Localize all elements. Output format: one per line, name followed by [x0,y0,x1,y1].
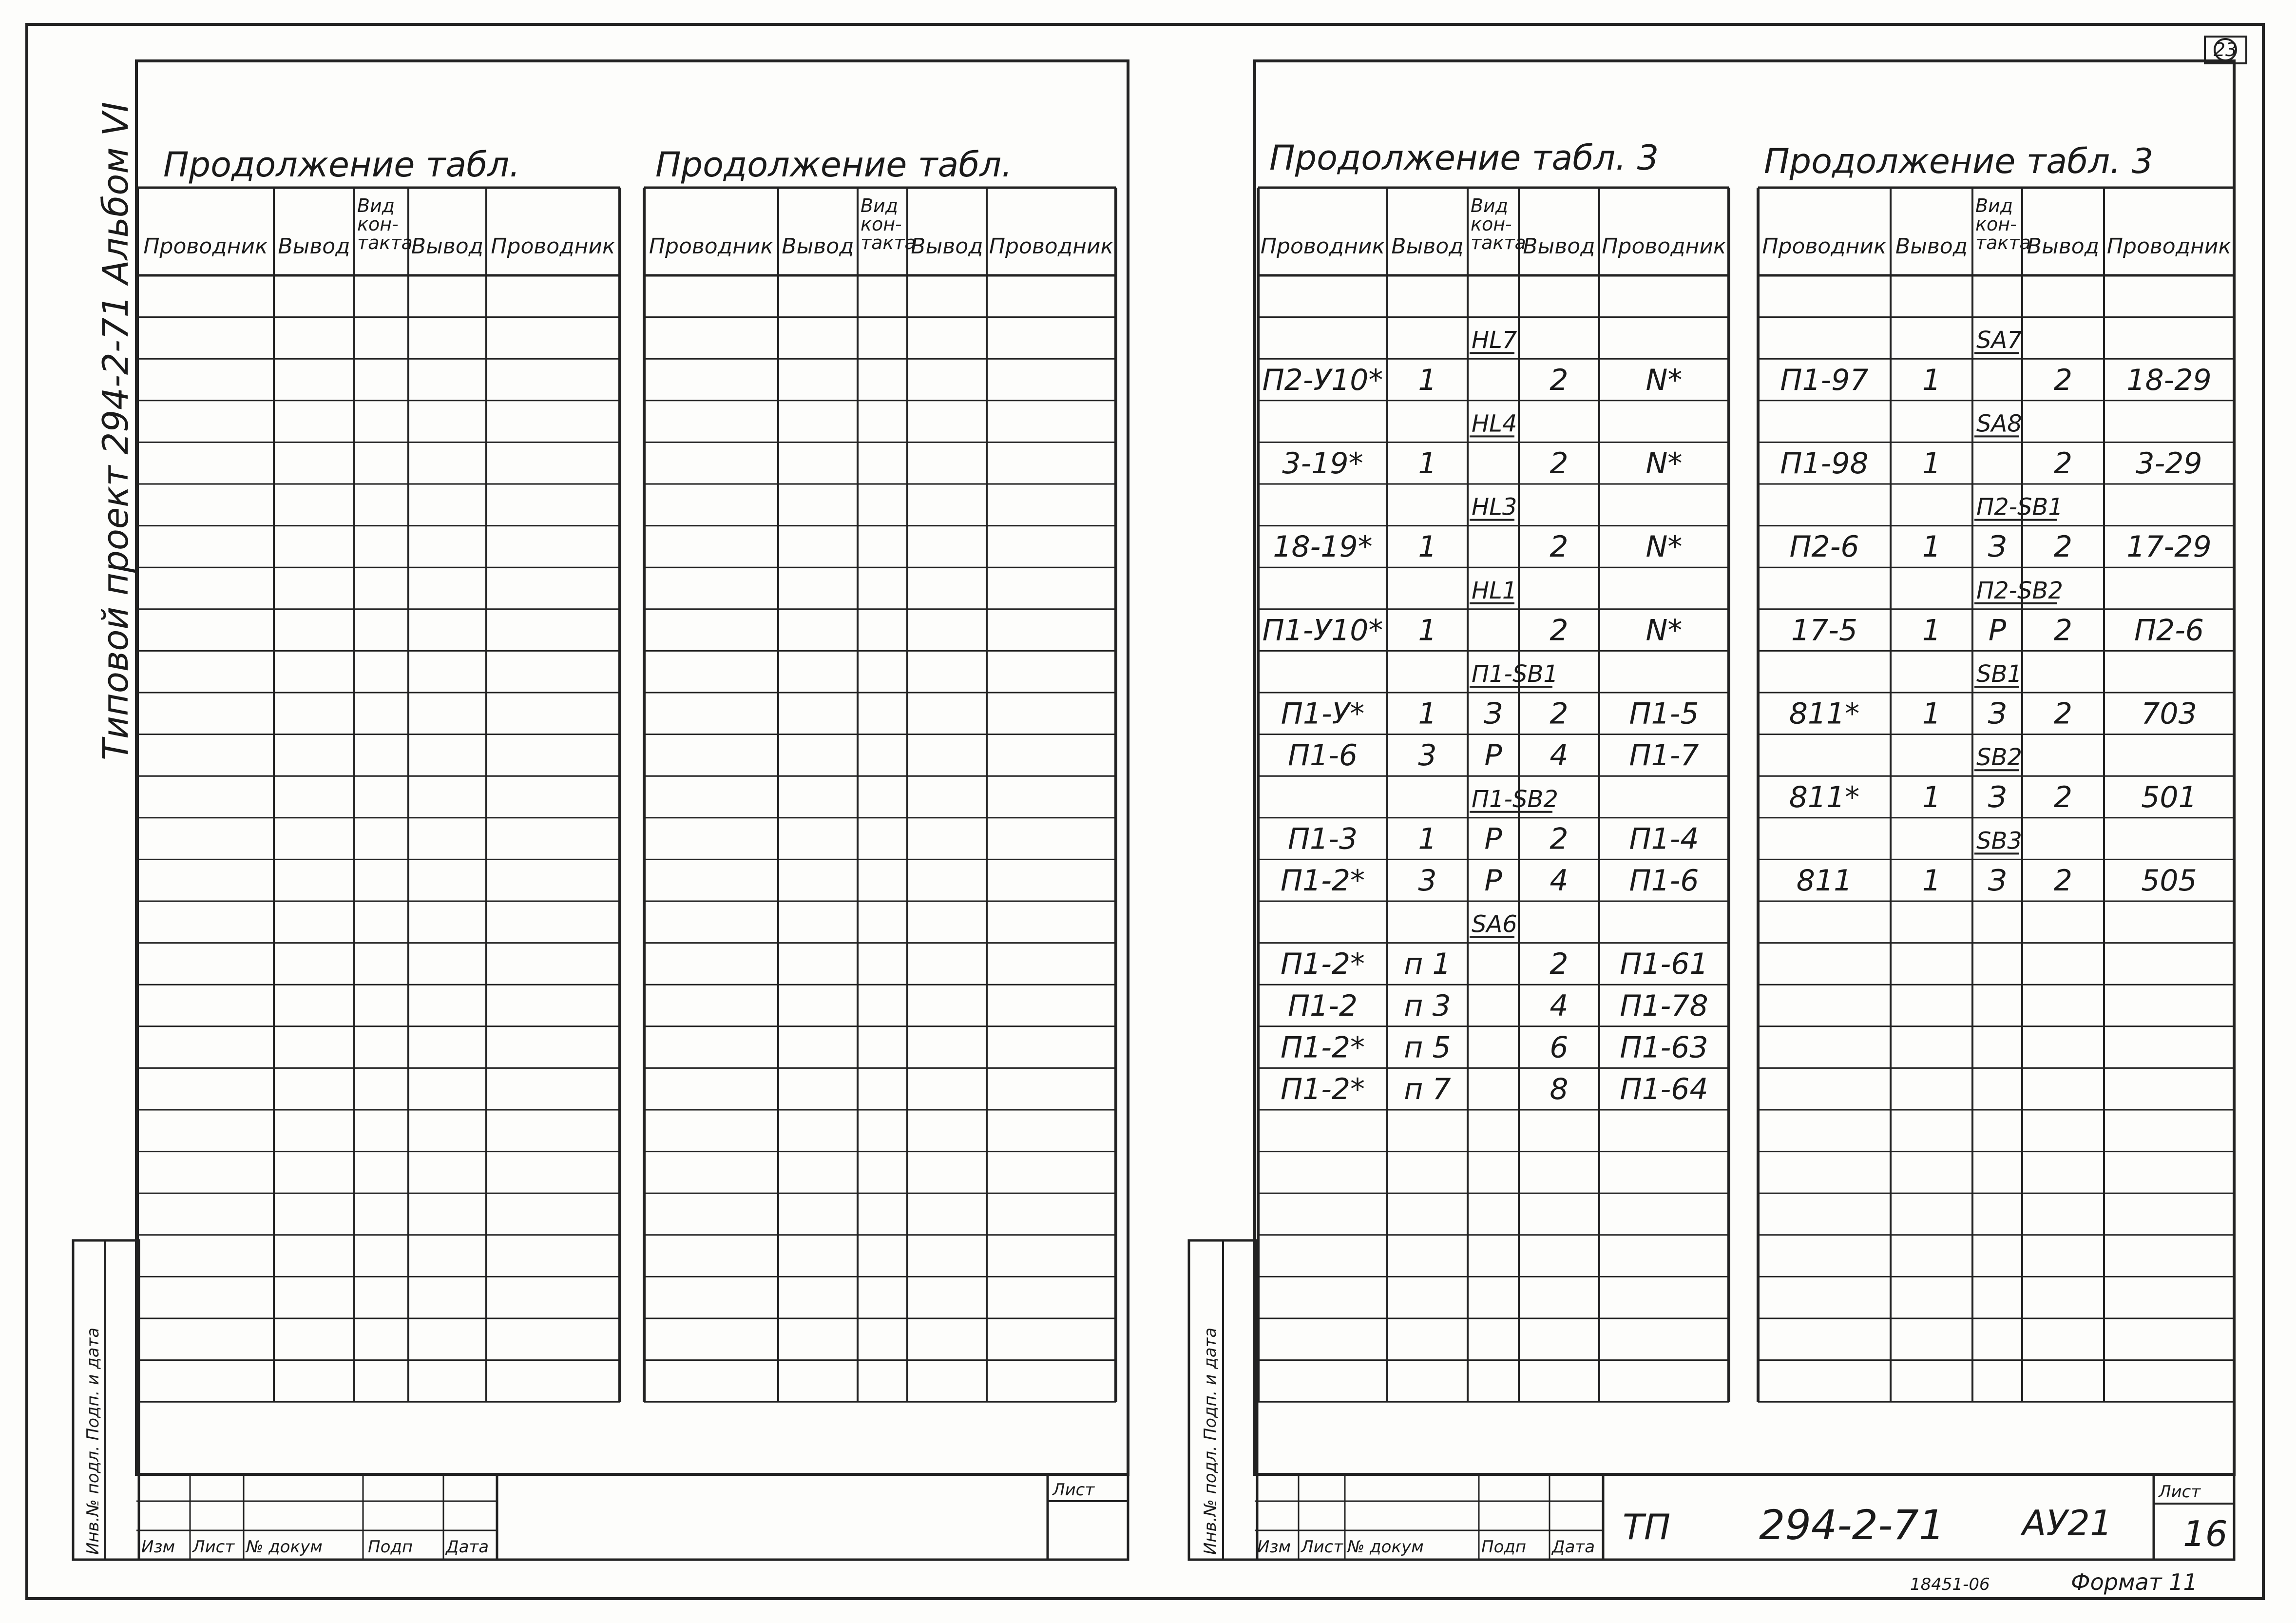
table-cell: 2 [2053,446,2073,481]
table-cell: 811* [1789,780,1860,814]
table-cell: П1-2* [1280,864,1365,898]
table-cell: 1 [1922,864,1941,898]
table-cell: 2 [2053,530,2073,564]
right-stamp-data: Дата [1552,1537,1595,1557]
table-header-contact-type: кон- [1975,213,2017,235]
table-header-conductor: Проводник [1762,234,1887,259]
table-header-output: Вывод [1523,234,1595,259]
table-cell: П1-2* [1280,947,1365,982]
table-cell: П1-У* [1281,696,1365,731]
table-cell: 3-19* [1282,446,1363,481]
table-cell: 2 [2053,696,2073,731]
table-cell: Р [1484,822,1502,856]
right-stamp-dokum: № докум [1347,1537,1424,1557]
table-cell: 2 [2053,780,2073,814]
table-header-conductor: Проводник [491,234,615,259]
table-header-output: Вывод [411,234,484,259]
right-stamp-list: Лист [1301,1537,1343,1557]
table-cell: 1 [1418,446,1437,481]
table-cell: N* [1645,363,1683,397]
device-label: HL1 [1472,577,1517,604]
table-header-output: Вывод [1391,234,1464,259]
table-cell: 811* [1789,696,1860,731]
table-header-output: Вывод [1895,234,1968,259]
table-cell: 2 [1550,363,1569,397]
table-cell: Р [1988,613,2007,648]
left-title-1: Продолжение табл. [163,145,520,185]
tables-layer [137,188,2234,1402]
right-title-1: Продолжение табл. 3 [1269,138,1659,178]
table-header-contact-type: такта [357,232,413,253]
table-cell: 4 [1550,864,1569,898]
table-cell: 3-29 [2136,446,2202,481]
table-cell: П1-2* [1280,1030,1365,1065]
table-header-contact-type: такта [861,232,916,253]
table-header-contact-type: Вид [1471,195,1509,216]
format-label: Формат 11 [2071,1569,2198,1595]
table-cell: П2-6 [1789,530,1859,564]
left-side-stamp [73,1240,139,1560]
table-header-contact-type: такта [1975,232,2031,253]
right-side-stamp [1189,1240,1257,1560]
table-header-conductor: Проводник [143,234,268,259]
device-label: HL3 [1472,493,1517,521]
table-cell: 18-29 [2126,363,2212,397]
device-label: П1-SB2 [1472,785,1558,813]
table-header-output: Вывод [278,234,350,259]
table-cell: п 3 [1404,988,1451,1023]
table-cell: 1 [1418,696,1437,731]
table-header-conductor: Проводник [1260,234,1385,259]
left-side-label: Инв.№ подл. Подп. и дата [83,1327,103,1555]
table-header-contact-type: кон- [861,213,902,235]
table-cell: 2 [2053,363,2073,397]
table-cell: П1-2 [1287,988,1358,1023]
left-stamp-izm: Изм [141,1537,175,1557]
table-cell: N* [1645,446,1683,481]
table-cell: П2-6 [2134,613,2204,648]
table-cell: П1-5 [1629,696,1699,731]
table-header-conductor: Проводник [649,234,774,259]
table-cell: П1-78 [1620,988,1708,1023]
device-label: SB1 [1976,660,2022,688]
table-cell: Р [1484,864,1502,898]
table-cell: П1-2* [1280,1072,1365,1106]
device-label: П2-SB2 [1976,577,2063,604]
table-cell: П1-98 [1780,446,1869,481]
table-cell: 2 [2053,613,2073,648]
device-label: SA6 [1472,910,1517,938]
table-cell: 4 [1550,738,1569,773]
left-stamp-podp: Подп [368,1537,413,1557]
table-cell: П1-63 [1620,1030,1708,1065]
table-header-contact-type: кон- [357,213,399,235]
table-header-contact-type: Вид [861,195,899,216]
table-cell: 3 [1418,864,1437,898]
table-cell: П1-6 [1287,738,1358,773]
table-cell: 1 [1418,530,1437,564]
table-cell: П1-6 [1629,864,1699,898]
table-cell: 2 [1550,530,1569,564]
table-cell: 1 [1922,780,1941,814]
device-label: SB3 [1976,827,2022,855]
table-cell: п 5 [1404,1030,1451,1065]
device-label: П2-SB1 [1976,493,2063,521]
doc-code: 294-2-71 [1759,1501,1945,1549]
device-label: HL7 [1472,327,1517,354]
table-cell: П1-97 [1780,363,1869,397]
table-cell: п 1 [1404,947,1451,982]
table-cell: П1-61 [1620,947,1708,982]
left-stamp-dokum: № докум [246,1537,323,1557]
table-cell: П2-У10* [1262,363,1383,397]
right-stamp-podp: Подп [1481,1537,1527,1557]
left-stamp-data: Дата [446,1537,489,1557]
table-cell: П1-64 [1620,1072,1708,1106]
table-cell: 2 [1550,822,1569,856]
doc-code-prefix: ТП [1623,1507,1671,1547]
table-cell: Р [1484,738,1502,773]
table-cell: З [1988,530,2007,564]
device-label: П1-SB1 [1472,660,1558,688]
right-side-label: Инв.№ подл. Подп. и дата [1201,1327,1220,1555]
table-cell: п 7 [1404,1072,1451,1106]
right-list-label: Лист [2159,1482,2201,1502]
table-header-conductor: Проводник [989,234,1114,259]
table-cell: 1 [1418,822,1437,856]
sheet-number: 23 [2213,39,2238,60]
table-cell: 1 [1418,613,1437,648]
table-cell: П1-7 [1629,738,1699,773]
table-header-contact-type: Вид [1975,195,2013,216]
table-cell: 2 [2053,864,2073,898]
table-cell: 2 [1550,446,1569,481]
table-header-contact-type: кон- [1471,213,1512,235]
inventory-number: 18451-06 [1910,1575,1990,1594]
table-cell: 17-29 [2126,530,2212,564]
table-cell: 3 [1418,738,1437,773]
table-cell: 8 [1550,1072,1569,1106]
right-sheet-frame [1255,61,2234,1474]
table-cell: 18-19* [1273,530,1373,564]
right-stamp-izm: Изм [1257,1537,1291,1557]
table-cell: 1 [1418,363,1437,397]
left-table-b [644,188,1116,1402]
table-cell: З [1988,696,2007,731]
left-list-label: Лист [1052,1480,1095,1500]
table-cell: N* [1645,530,1683,564]
right-title-block [1255,1474,2234,1560]
table-cell: З [1988,864,2007,898]
table-cell: З [1484,696,1503,731]
left-table-a [137,188,620,1402]
table-header-contact-type: такта [1471,232,1526,253]
doc-suffix: АУ21 [2022,1503,2112,1544]
table-cell: 811 [1796,864,1853,898]
album-vertical-title: Типовой проект 294-2-71 Альбом VI [95,101,136,760]
content-layer [1263,327,2212,1106]
table-cell: 4 [1550,988,1569,1023]
table-header-output: Вывод [2027,234,2100,259]
table-cell: 703 [2141,696,2197,731]
table-cell: П1-3 [1287,822,1358,856]
left-title-2: Продолжение табл. [655,145,1013,185]
table-header-output: Вывод [911,234,983,259]
table-cell: З [1988,780,2007,814]
table-cell: 1 [1922,613,1941,648]
table-cell: 2 [1550,613,1569,648]
table-cell: П1-4 [1629,822,1699,856]
table-cell: 6 [1550,1030,1569,1065]
table-cell: 2 [1550,947,1569,982]
device-label: SA7 [1976,327,2022,354]
device-label: HL4 [1472,410,1517,438]
right-title-2: Продолжение табл. 3 [1764,141,2154,181]
left-stamp-list: Лист [192,1537,235,1557]
table-cell: 17-5 [1791,613,1858,648]
table-header-contact-type: Вид [357,195,395,216]
device-label: SB2 [1976,744,2022,772]
table-cell: 505 [2141,864,2197,898]
table-cell: 1 [1922,696,1941,731]
table-cell: N* [1645,613,1683,648]
table-cell: 501 [2141,780,2197,814]
device-label: SA8 [1976,410,2022,438]
right-list-number: 16 [2183,1513,2228,1554]
left-title-block [136,1474,1128,1560]
table-cell: 1 [1922,363,1941,397]
table-cell: 1 [1922,446,1941,481]
table-cell: 1 [1922,530,1941,564]
table-cell: 2 [1550,696,1569,731]
table-header-conductor: Проводник [1602,234,1726,259]
table-cell: П1-У10* [1262,613,1383,648]
table-header-conductor: Проводник [2106,234,2232,259]
table-header-output: Вывод [782,234,854,259]
left-sheet-frame [136,61,1128,1474]
